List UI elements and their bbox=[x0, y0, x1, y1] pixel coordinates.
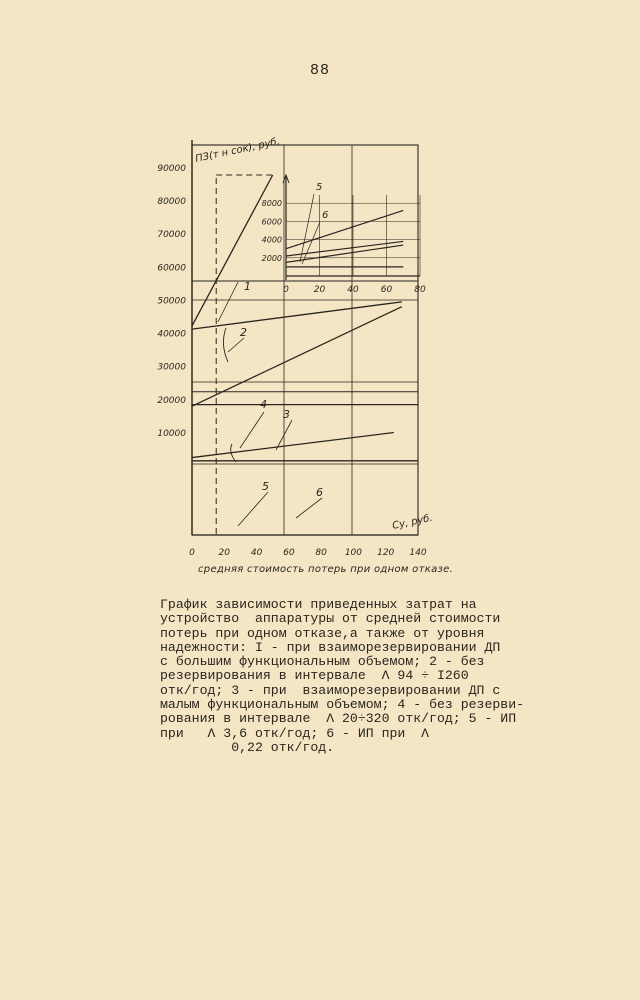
main-series bbox=[192, 175, 418, 526]
caption-line: малым функциональным объемом; 4 - без резерви- bbox=[160, 697, 525, 713]
figure-caption bbox=[160, 598, 540, 755]
x-tick-label: 20 bbox=[218, 548, 231, 558]
inset-x-tick-label: 60 bbox=[380, 285, 393, 295]
series-label: 5 bbox=[262, 480, 269, 493]
inset-series-label: 5 bbox=[316, 182, 323, 193]
series-leader bbox=[296, 498, 322, 518]
inset-x-tick-label: 20 bbox=[313, 285, 326, 295]
y-tick-label: 90000 bbox=[157, 164, 186, 174]
inset-x-tick-label: 40 bbox=[347, 285, 359, 295]
angle-arc bbox=[223, 328, 228, 362]
inset-x-tick-label: 0 bbox=[283, 285, 289, 295]
x-tick-label: 60 bbox=[283, 548, 295, 558]
y-tick-label: 10000 bbox=[157, 428, 186, 439]
x-tick-label: 80 bbox=[315, 548, 327, 558]
series-leader bbox=[218, 282, 238, 322]
caption-line: рования в интервале Λ 20÷320 отк/год; 5 - ИП bbox=[160, 711, 517, 727]
caption-line: резервирования в интервале Λ 94 ÷ I260 bbox=[160, 668, 469, 684]
x-axis-label: Cу, руб. bbox=[391, 512, 434, 532]
x-tick-label: 120 bbox=[377, 548, 395, 558]
inset-y-tick-label: 2000 bbox=[261, 253, 282, 263]
x-tick-label: 140 bbox=[409, 548, 427, 558]
series-label: 4 bbox=[260, 398, 267, 411]
x-axis-caption: средняя стоимость потерь при одном отказе. bbox=[198, 564, 454, 575]
series-label: 6 bbox=[316, 486, 323, 499]
caption-line: устройство аппаратуры от средней стоимости bbox=[160, 611, 501, 627]
page-number: 88 bbox=[309, 62, 330, 79]
inset-y-tick-label: 6000 bbox=[261, 217, 282, 227]
inset-y-tick-label: 8000 bbox=[261, 199, 282, 209]
y-tick-label: 70000 bbox=[157, 230, 186, 241]
series-leader bbox=[240, 412, 264, 448]
main-grid bbox=[192, 140, 418, 535]
y-tick-label: 80000 bbox=[157, 197, 186, 208]
series-leader bbox=[228, 338, 244, 352]
inset-chart bbox=[262, 175, 426, 295]
main-frame bbox=[192, 145, 418, 535]
series-label: 2 bbox=[240, 326, 247, 339]
series-label: 1 bbox=[244, 280, 251, 293]
axis-labels bbox=[194, 135, 453, 575]
y-tick-label: 60000 bbox=[157, 263, 186, 274]
y-tick-label: 30000 bbox=[157, 362, 186, 373]
x-tick-label: 100 bbox=[344, 548, 363, 558]
x-tick-label: 40 bbox=[250, 548, 263, 558]
x-tick-label: 0 bbox=[189, 548, 195, 558]
y-tick-label: 40000 bbox=[157, 329, 186, 340]
inset-x-tick-label: 80 bbox=[414, 285, 426, 295]
caption-line: отк/год; 3 - при взаиморезервировании ДП с bbox=[160, 682, 501, 698]
y-axis-label: ПЗ(т н сок), руб. bbox=[194, 136, 281, 165]
inset-series-label: 6 bbox=[322, 210, 329, 221]
caption-line: надежности: I - при взаиморезервировании ДП bbox=[160, 639, 501, 655]
caption-line: потерь при одном отказе,а также от уровня bbox=[160, 625, 485, 641]
caption-line: 0,22 отк/год. bbox=[160, 739, 335, 755]
y-tick-label: 20000 bbox=[157, 395, 186, 406]
series-line-6 bbox=[192, 433, 394, 458]
series-line-2 bbox=[192, 302, 402, 329]
series-label: 3 bbox=[283, 408, 290, 421]
y-tick-label: 50000 bbox=[157, 296, 186, 307]
caption-line: с большим функциональным объемом; 2 - без bbox=[160, 654, 485, 670]
inset-y-tick-label: 4000 bbox=[261, 235, 282, 245]
series-leader bbox=[238, 492, 268, 526]
series-line-1 bbox=[192, 175, 273, 326]
caption-line: График зависимости приведенных затрат на bbox=[160, 597, 477, 612]
caption-line: при Λ 3,6 отк/год; 6 - ИП при Λ bbox=[160, 725, 430, 741]
